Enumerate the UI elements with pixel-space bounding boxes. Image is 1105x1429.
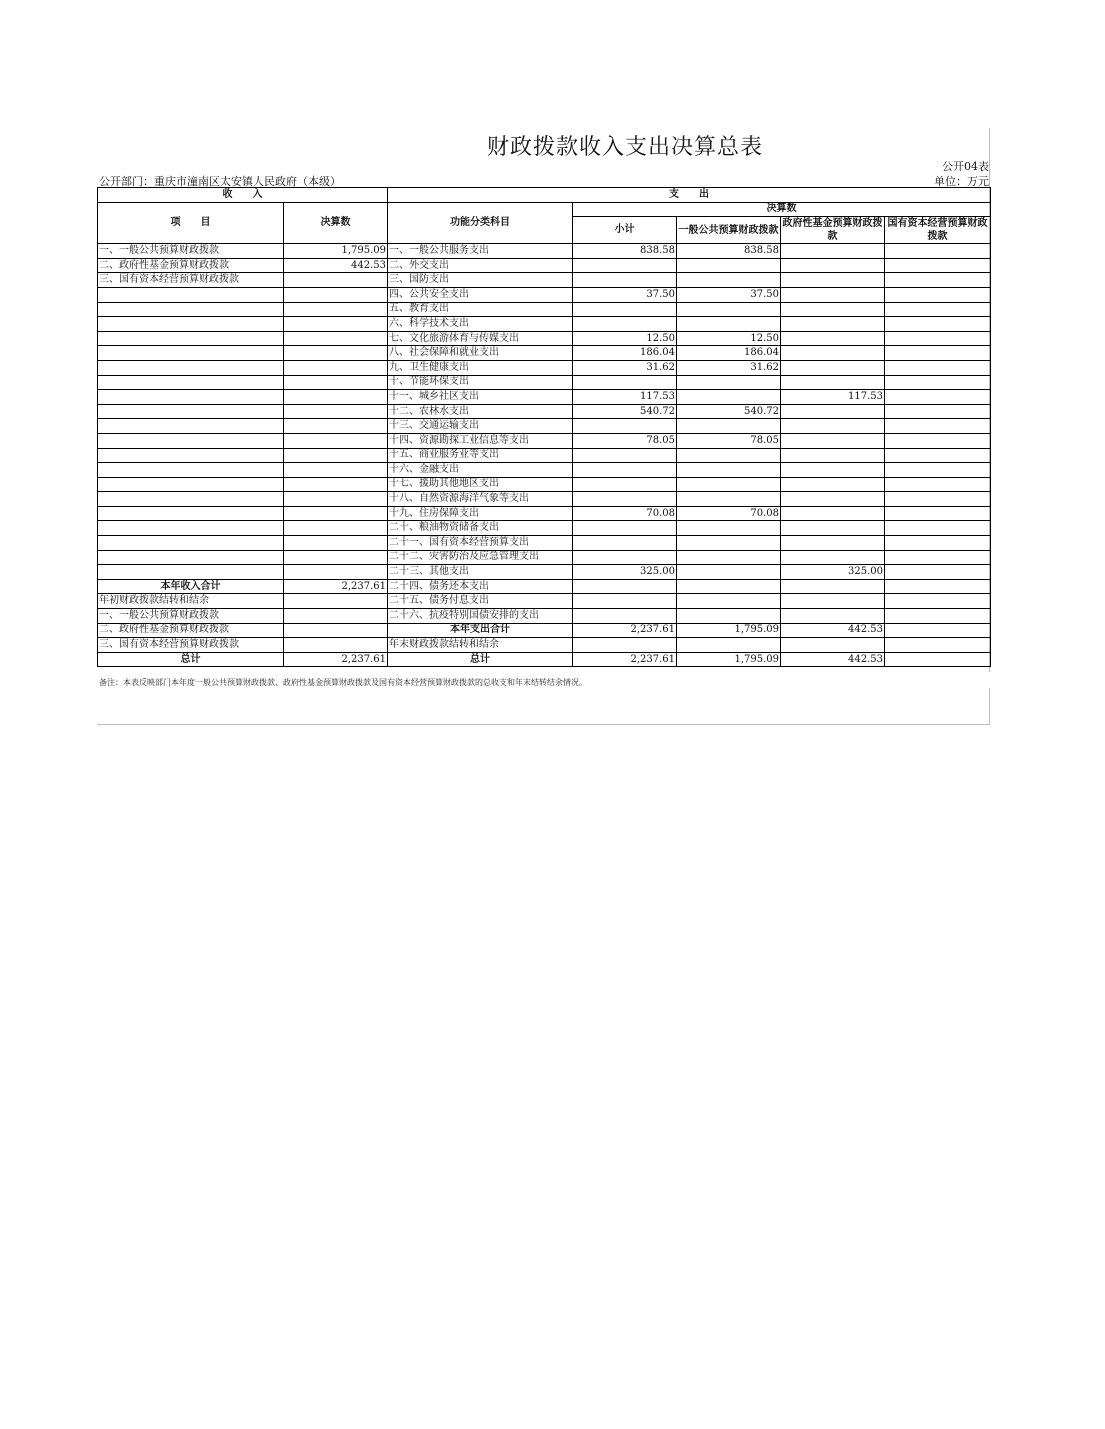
fund-budget-cell: 117.53 [781,390,885,405]
income-amount-cell [284,609,388,624]
subtotal-cell: 325.00 [573,565,677,580]
fund-budget-cell: 325.00 [781,565,885,580]
expense-item-cell: 二、外交支出 [388,258,573,273]
general-budget-cell [677,638,781,653]
subtotal-cell [573,638,677,653]
unit-label: 单位：万元 [934,175,989,188]
table-row [98,404,991,419]
expense-item-cell: 十五、商业服务业等支出 [388,448,573,463]
income-amount-cell [284,463,388,478]
income-item-cell [98,287,284,302]
expense-item-cell: 二十三、其他支出 [388,565,573,580]
expense-item-cell: 十、节能环保支出 [388,375,573,390]
fund-budget-cell [781,317,885,332]
department-label: 公开部门：重庆市潼南区太安镇人民政府（本级） [99,175,341,188]
income-item-cell [98,390,284,405]
fund-budget-cell [781,375,885,390]
state-capital-cell [885,258,991,273]
income-item-cell [98,360,284,375]
expense-item-cell: 本年支出合计 [388,623,573,638]
table-row [98,317,991,332]
general-budget-cell [677,565,781,580]
fund-budget-cell [781,360,885,375]
frame-bottom-border [97,724,990,725]
expense-item-cell: 三、国防支出 [388,273,573,288]
table-row [98,273,991,288]
state-capital-cell [885,536,991,551]
fund-budget-cell [781,273,885,288]
income-item-cell: 年初财政拨款结转和结余 [98,594,284,609]
income-amount-cell [284,331,388,346]
fund-budget-cell [781,448,885,463]
income-item-cell [98,492,284,507]
table-row [98,433,991,448]
income-amount-cell [284,273,388,288]
income-amount-cell [284,448,388,463]
general-budget-cell [677,302,781,317]
subtotal-cell: 31.62 [573,360,677,375]
table-row [98,287,991,302]
general-budget-cell [677,550,781,565]
subtotal-cell [573,375,677,390]
subtotal-cell: 838.58 [573,244,677,259]
income-amount-cell: 2,237.61 [284,579,388,594]
state-capital-cell [885,433,991,448]
general-budget-cell [677,317,781,332]
table-row [98,623,991,638]
expense-item-cell: 十九、住房保障支出 [388,506,573,521]
income-item-cell [98,419,284,434]
expense-item-cell: 二十、粮油物资储备支出 [388,521,573,536]
income-item-cell [98,331,284,346]
fund-budget-cell [781,463,885,478]
income-item-cell [98,375,284,390]
subtotal-cell: 540.72 [573,404,677,419]
state-capital-cell [885,565,991,580]
expense-item-cell: 二十六、抗疫特别国债安排的支出 [388,609,573,624]
table-row [98,550,991,565]
income-amount-cell [284,536,388,551]
subtotal-cell [573,258,677,273]
subtotal-cell [573,477,677,492]
expense-item-cell: 八、社会保障和就业支出 [388,346,573,361]
category-header: 功能分类科目 [388,202,573,244]
expense-item-cell: 七、文化旅游体育与传媒支出 [388,331,573,346]
table-row [98,390,991,405]
fund-budget-cell [781,258,885,273]
general-budget-cell [677,477,781,492]
fund-budget-cell [781,287,885,302]
table-row [98,463,991,478]
expense-item-cell: 十六、金融支出 [388,463,573,478]
expense-item-cell: 十八、自然资源海洋气象等支出 [388,492,573,507]
general-budget-cell [677,579,781,594]
income-header: 收 入 [98,188,388,203]
state-capital-header: 国有资本经营预算财政拨款 [885,217,991,244]
expense-item-cell: 年末财政拨款结转和结余 [388,638,573,653]
income-amount-cell [284,521,388,536]
fund-budget-cell [781,433,885,448]
income-amount-cell: 442.53 [284,258,388,273]
general-budget-cell: 12.50 [677,331,781,346]
state-capital-cell [885,609,991,624]
income-amount-cell [284,317,388,332]
expense-item-cell: 十二、农林水支出 [388,404,573,419]
income-amount-cell [284,419,388,434]
fund-budget-cell [781,550,885,565]
income-item-cell: 总计 [98,652,284,667]
expense-header: 支 出 [388,188,991,203]
income-item-cell: 一、一般公共预算财政拨款 [98,609,284,624]
expense-item-cell: 十一、城乡社区支出 [388,390,573,405]
subtotal-cell [573,463,677,478]
table-row [98,506,991,521]
state-capital-cell [885,506,991,521]
state-capital-cell [885,521,991,536]
table-row [98,609,991,624]
income-amount-cell [284,623,388,638]
expense-item-cell: 二十五、债务付息支出 [388,594,573,609]
state-capital-cell [885,331,991,346]
expense-item-cell: 一、一般公共服务支出 [388,244,573,259]
state-capital-cell [885,360,991,375]
income-item-cell: 三、国有资本经营预算财政拨款 [98,273,284,288]
state-capital-cell [885,623,991,638]
table-row [98,360,991,375]
income-item-cell [98,302,284,317]
expense-item-cell: 四、公共安全支出 [388,287,573,302]
table-row [98,331,991,346]
subtotal-cell: 37.50 [573,287,677,302]
income-item-cell [98,550,284,565]
general-budget-cell [677,492,781,507]
general-budget-cell: 1,795.09 [677,652,781,667]
state-capital-cell [885,302,991,317]
general-budget-cell: 37.50 [677,287,781,302]
general-budget-cell [677,594,781,609]
general-budget-cell [677,609,781,624]
fund-budget-cell [781,244,885,259]
expense-item-cell: 二十四、债务还本支出 [388,579,573,594]
frame-border-gap [988,672,991,688]
table-row [98,521,991,536]
subtotal-cell [573,317,677,332]
income-item-cell [98,506,284,521]
income-amount-cell [284,404,388,419]
income-amount-cell [284,433,388,448]
fund-budget-header: 政府性基金预算财政拨款 [782,218,883,243]
subtotal-cell: 78.05 [573,433,677,448]
income-item-cell [98,448,284,463]
fund-budget-cell [781,404,885,419]
income-amount-cell: 1,795.09 [284,244,388,259]
subtotal-cell: 2,237.61 [573,623,677,638]
income-item-cell [98,536,284,551]
state-capital-cell [885,550,991,565]
income-amount-cell [284,390,388,405]
income-item-cell: 二、政府性基金预算财政拨款 [98,623,284,638]
subtotal-cell [573,609,677,624]
general-budget-cell [677,448,781,463]
income-item-cell: 三、国有资本经营预算财政拨款 [98,638,284,653]
table-row [98,579,991,594]
income-amount-cell [284,492,388,507]
table-row [98,536,991,551]
table-row [98,448,991,463]
subtotal-cell [573,550,677,565]
table-body [98,244,991,667]
fund-budget-cell: 442.53 [781,652,885,667]
header-row-1 [98,188,991,203]
expense-item-cell: 十四、资源勘探工业信息等支出 [388,433,573,448]
income-amount-cell [284,638,388,653]
fund-budget-cell [781,419,885,434]
subtotal-header: 小计 [573,217,677,244]
income-amount-cell [284,477,388,492]
fund-budget-cell [781,492,885,507]
subtotal-cell [573,536,677,551]
income-item-cell [98,346,284,361]
state-capital-cell [885,287,991,302]
final-amount-header: 决算数 [573,202,991,217]
general-budget-cell: 78.05 [677,433,781,448]
table-row [98,594,991,609]
table-header [98,188,991,244]
subtotal-cell: 117.53 [573,390,677,405]
table-row [98,302,991,317]
expense-item-cell: 总计 [388,652,573,667]
fund-budget-cell [781,579,885,594]
fund-budget-cell: 442.53 [781,623,885,638]
income-amount-cell [284,302,388,317]
income-item-cell: 本年收入合计 [98,579,284,594]
income-item-cell [98,433,284,448]
general-budget-header: 一般公共预算财政拨款 [677,217,781,244]
subtotal-cell [573,302,677,317]
income-amount-cell [284,594,388,609]
general-budget-cell: 31.62 [677,360,781,375]
table-row [98,419,991,434]
table-row [98,244,991,259]
expense-item-cell: 六、科学技术支出 [388,317,573,332]
expense-item-cell: 二十二、灾害防治及应急管理支出 [388,550,573,565]
general-budget-cell [677,463,781,478]
state-capital-cell [885,404,991,419]
income-amount-cell: 2,237.61 [284,652,388,667]
state-capital-cell [885,638,991,653]
table-row [98,652,991,667]
expense-item-cell: 二十一、国有资本经营预算支出 [388,536,573,551]
fund-budget-cell [781,331,885,346]
subtotal-cell [573,521,677,536]
subtotal-cell [573,273,677,288]
state-capital-cell [885,594,991,609]
subtotal-cell [573,594,677,609]
income-amount-cell [284,346,388,361]
state-capital-cell [885,346,991,361]
income-amount-cell [284,287,388,302]
table-row [98,492,991,507]
fund-budget-cell [781,521,885,536]
general-budget-cell: 838.58 [677,244,781,259]
table-row [98,346,991,361]
state-capital-cell [885,273,991,288]
general-budget-cell [677,273,781,288]
income-item-cell [98,463,284,478]
income-item-cell [98,317,284,332]
subtotal-cell: 2,237.61 [573,652,677,667]
state-capital-cell [885,448,991,463]
income-amount-cell [284,375,388,390]
general-budget-cell [677,390,781,405]
fund-budget-cell [781,638,885,653]
general-budget-cell: 1,795.09 [677,623,781,638]
amount-header: 决算数 [284,202,388,244]
expense-item-cell: 十七、援助其他地区支出 [388,477,573,492]
budget-table [97,187,991,667]
general-budget-cell: 186.04 [677,346,781,361]
form-code: 公开04表 [942,160,989,173]
expense-item-cell: 九、卫生健康支出 [388,360,573,375]
subtotal-cell: 186.04 [573,346,677,361]
general-budget-cell [677,375,781,390]
header-row-2 [98,202,991,217]
state-capital-cell [885,477,991,492]
subtotal-cell [573,492,677,507]
income-amount-cell [284,550,388,565]
table-row [98,638,991,653]
general-budget-cell [677,521,781,536]
fund-budget-cell [781,477,885,492]
footnote: 备注：本表反映部门本年度一般公共预算财政拨款、政府性基金预算财政拨款及国有资本经营预算财政拨款的总收支和年末结转结余情况。 [99,678,587,687]
state-capital-cell [885,652,991,667]
general-budget-cell: 540.72 [677,404,781,419]
general-budget-cell [677,536,781,551]
state-capital-cell [885,579,991,594]
income-item-cell: 二、政府性基金预算财政拨款 [98,258,284,273]
state-capital-cell [885,419,991,434]
fund-budget-cell [781,506,885,521]
income-item-cell: 一、一般公共预算财政拨款 [98,244,284,259]
item-header: 项 目 [98,202,284,244]
subtotal-cell: 12.50 [573,331,677,346]
subtotal-cell [573,579,677,594]
income-item-cell [98,521,284,536]
income-item-cell [98,565,284,580]
page-title: 财政拨款收入支出决算总表 [486,135,763,160]
income-item-cell [98,477,284,492]
state-capital-cell [885,244,991,259]
expense-item-cell: 五、教育支出 [388,302,573,317]
state-capital-cell [885,375,991,390]
income-amount-cell [284,360,388,375]
subtotal-cell [573,419,677,434]
table-row [98,477,991,492]
income-amount-cell [284,506,388,521]
general-budget-cell: 70.08 [677,506,781,521]
income-amount-cell [284,565,388,580]
table-row [98,565,991,580]
fund-budget-cell [781,609,885,624]
fund-budget-cell [781,594,885,609]
subtotal-cell: 70.08 [573,506,677,521]
state-capital-cell [885,463,991,478]
table-row [98,375,991,390]
fund-budget-cell [781,302,885,317]
income-item-cell [98,404,284,419]
general-budget-cell [677,258,781,273]
table-row [98,258,991,273]
subtotal-cell [573,448,677,463]
fund-budget-cell [781,536,885,551]
state-capital-cell [885,317,991,332]
state-capital-cell [885,390,991,405]
expense-item-cell: 十三、交通运输支出 [388,419,573,434]
state-capital-cell [885,492,991,507]
fund-budget-cell [781,346,885,361]
general-budget-cell [677,419,781,434]
